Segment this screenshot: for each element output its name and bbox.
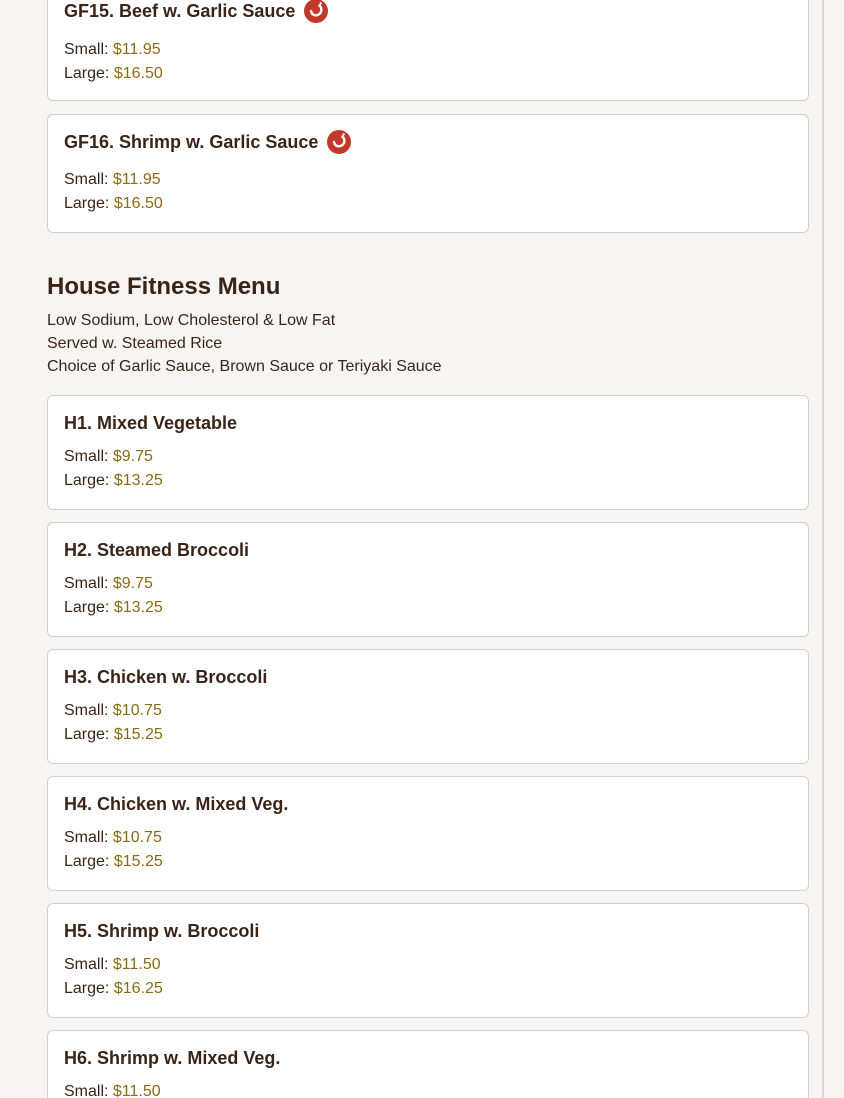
size-label: Large: — [64, 195, 110, 212]
menu-item-name: H5. Shrimp w. Broccoli — [64, 921, 260, 941]
menu-item-card[interactable] — [47, 1030, 809, 1098]
section-description-line: Low Sodium, Low Cholesterol & Low Fat — [47, 312, 336, 329]
chili-pepper-icon — [304, 0, 328, 23]
size-label: Small: — [64, 41, 109, 58]
section-description-line: Choice of Garlic Sauce, Brown Sauce or Teriyaki Sauce — [47, 358, 442, 375]
menu-item-card[interactable] — [47, 776, 809, 891]
large-price-line — [64, 852, 163, 872]
menu-item-name: H6. Shrimp w. Mixed Veg. — [64, 1048, 281, 1068]
size-label: Large: — [64, 980, 110, 997]
section-description-line: Served w. Steamed Rice — [47, 335, 223, 352]
price: $10.75 — [112, 702, 162, 719]
large-price-line — [64, 979, 163, 999]
small-price-line — [64, 701, 162, 721]
menu-item-card[interactable] — [47, 903, 809, 1018]
menu-item-name: GF15. Beef w. Garlic Sauce — [64, 1, 296, 21]
price: $16.25 — [113, 980, 163, 997]
small-price-line — [64, 1082, 161, 1098]
small-price-line — [64, 828, 162, 848]
menu-item-name: GF16. Shrimp w. Garlic Sauce — [64, 132, 319, 152]
large-price-line — [64, 598, 163, 618]
menu-item-card[interactable] — [47, 395, 809, 510]
price: $11.95 — [112, 171, 161, 188]
size-label: Small: — [64, 702, 109, 719]
menu-item-title — [64, 130, 351, 154]
large-price-line — [64, 471, 163, 491]
size-label: Small: — [64, 1083, 109, 1098]
menu-item-card[interactable] — [47, 522, 809, 637]
menu-item-card[interactable] — [47, 649, 809, 764]
price: $11.50 — [112, 956, 161, 973]
size-label: Small: — [64, 956, 109, 973]
price: $16.50 — [113, 195, 163, 212]
menu-item-title — [64, 0, 328, 23]
small-price-line — [64, 170, 161, 190]
chili-pepper-icon — [327, 130, 351, 154]
large-price-line — [64, 64, 163, 84]
small-price-line — [64, 40, 161, 60]
small-price-line — [64, 447, 153, 467]
section-title: House Fitness Menu — [47, 273, 281, 300]
price: $9.75 — [112, 575, 153, 592]
size-label: Small: — [64, 575, 109, 592]
menu-item-name: H2. Steamed Broccoli — [64, 540, 250, 560]
size-label: Small: — [64, 171, 109, 188]
menu-item-name: H4. Chicken w. Mixed Veg. — [64, 794, 289, 814]
size-label: Small: — [64, 448, 109, 465]
scroll-container-edge — [822, 0, 824, 1098]
menu-item-card[interactable] — [47, 114, 809, 233]
price: $16.50 — [113, 65, 163, 82]
price: $15.25 — [113, 853, 163, 870]
price: $13.25 — [113, 472, 163, 489]
menu-item-card[interactable] — [47, 0, 809, 101]
large-price-line — [64, 194, 163, 214]
price: $10.75 — [112, 829, 162, 846]
price: $13.25 — [113, 599, 163, 616]
large-price-line — [64, 725, 163, 745]
size-label: Large: — [64, 599, 110, 616]
price: $15.25 — [113, 726, 163, 743]
size-label: Large: — [64, 726, 110, 743]
size-label: Large: — [64, 472, 110, 489]
size-label: Large: — [64, 65, 110, 82]
menu-item-name: H1. Mixed Vegetable — [64, 413, 238, 433]
size-label: Large: — [64, 853, 110, 870]
small-price-line — [64, 955, 161, 975]
price: $11.50 — [112, 1083, 161, 1098]
price: $9.75 — [112, 448, 153, 465]
price: $11.95 — [112, 41, 161, 58]
size-label: Small: — [64, 829, 109, 846]
menu-item-name: H3. Chicken w. Broccoli — [64, 667, 268, 687]
small-price-line — [64, 574, 153, 594]
